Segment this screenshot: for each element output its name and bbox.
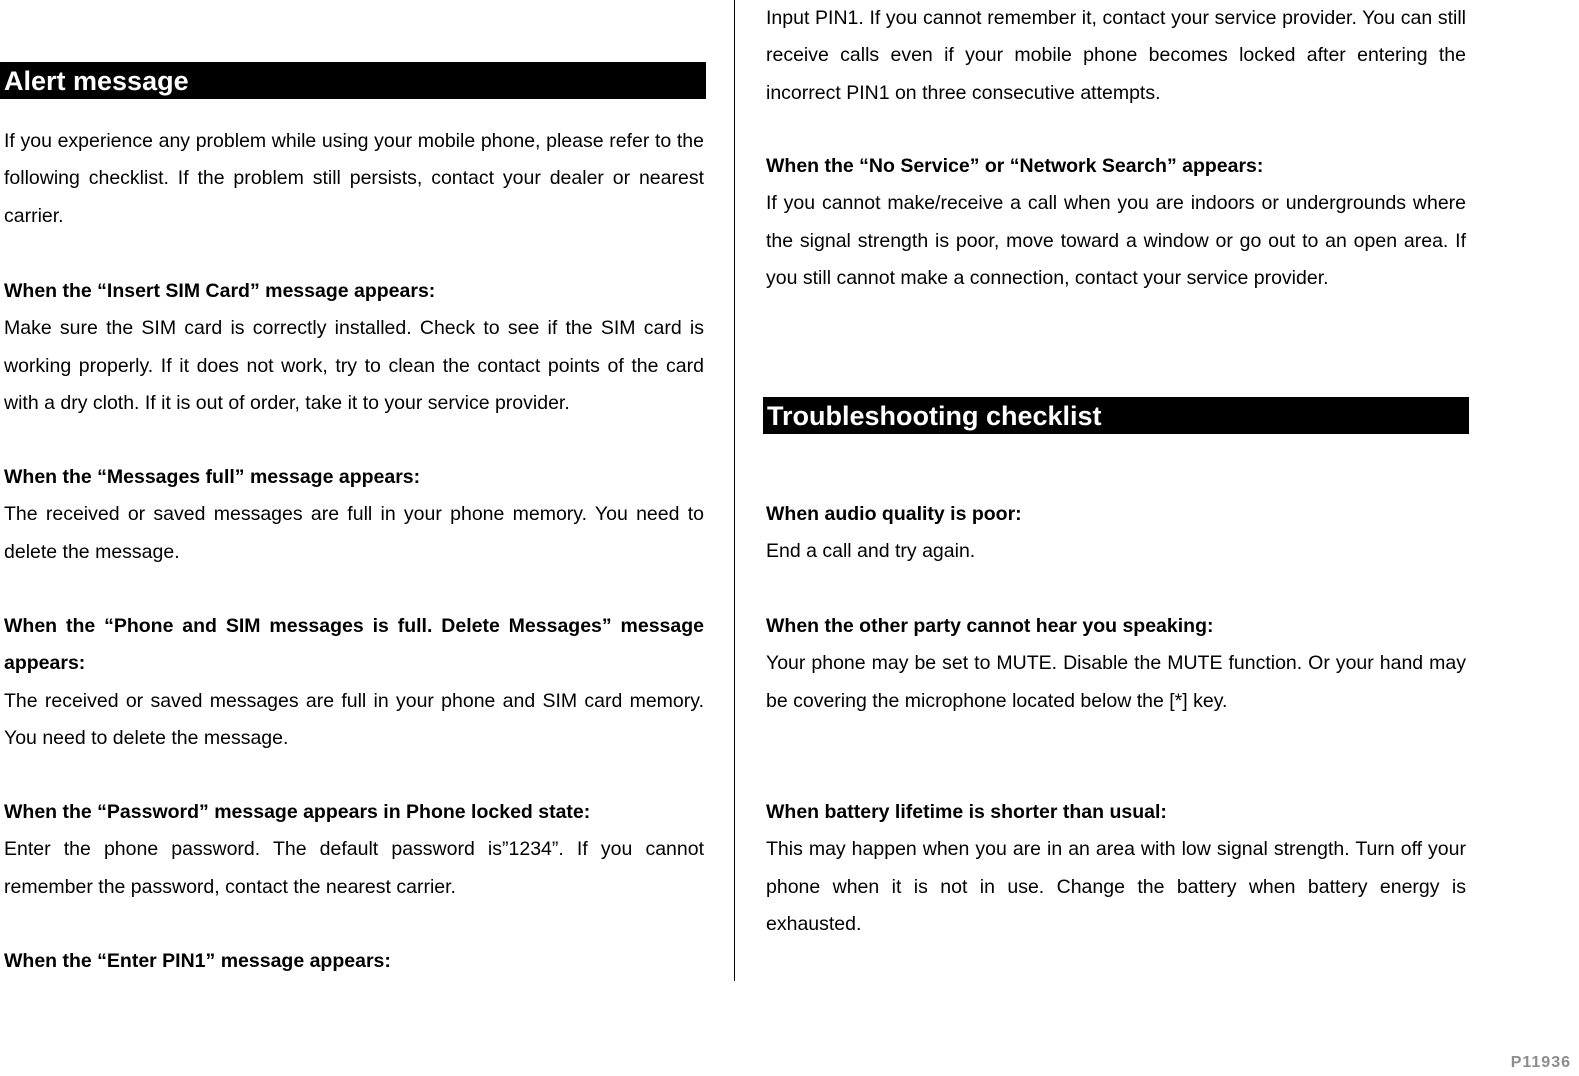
alert-item-body: If you cannot make/receive a call when you are indoors or undergrounds where the signal strength is poor, move toward a window or go out to an open area. If you still cannot make a connection, contact your service provider. bbox=[766, 192, 1466, 289]
alert-item-enter-pin1-heading bbox=[4, 943, 704, 980]
alert-item-heading: When the “No Service” or “Network Search” appears: bbox=[766, 155, 1264, 177]
alert-item-body: Make sure the SIM card is correctly installed. Check to see if the SIM card is working properly. If it does not work, try to clean the contact points of the card with a dry cloth. If it is out of order, take it to your service provider. bbox=[4, 317, 704, 414]
alert-item-body: The received or saved messages are full in your phone memory. You need to delete the message. bbox=[4, 503, 704, 563]
alert-item-body: Input PIN1. If you cannot remember it, contact your service provider. You can still receive calls even if your mobile phone becomes locked after entering the incorrect PIN1 on three consecutive attempts. bbox=[766, 7, 1466, 104]
trouble-item-heading: When the other party cannot hear you speaking: bbox=[766, 615, 1214, 637]
alert-item-no-service bbox=[766, 148, 1466, 297]
trouble-item-body: Your phone may be set to MUTE. Disable the MUTE function. Or your hand may be covering the microphone located below the [*] key. bbox=[766, 652, 1466, 712]
alert-item-heading: When the “Phone and SIM messages is full. Delete Messages” message appears: bbox=[4, 615, 704, 675]
alert-item-password bbox=[4, 794, 704, 906]
alert-item-enter-pin1-body bbox=[766, 0, 1466, 112]
alert-item-phone-sim-full bbox=[4, 608, 704, 757]
alert-message-title: Alert message bbox=[0, 62, 706, 99]
alert-item-heading: When the “Messages full” message appears: bbox=[4, 466, 421, 488]
alert-item-body: Enter the phone password. The default password is”1234”. If you cannot remember the password, contact the nearest carrier. bbox=[4, 838, 704, 898]
alert-item-body: The received or saved messages are full in your phone and SIM card memory. You need to delete the message. bbox=[4, 689, 704, 749]
trouble-item-audio bbox=[766, 496, 1466, 571]
troubleshooting-title: Troubleshooting checklist bbox=[763, 397, 1469, 434]
alert-item-messages-full bbox=[4, 459, 704, 571]
alert-item-heading: When the “Enter PIN1” message appears: bbox=[4, 950, 391, 972]
page-code: P11936 bbox=[1510, 1054, 1571, 1071]
column-divider bbox=[734, 0, 735, 981]
trouble-item-heading: When battery lifetime is shorter than usual: bbox=[766, 801, 1167, 823]
trouble-item-body: This may happen when you are in an area with low signal strength. Turn off your phone when it is not in use. Change the battery when battery energy is exhausted. bbox=[766, 838, 1466, 935]
alert-item-insert-sim bbox=[4, 273, 704, 422]
alert-item-heading: When the “Insert SIM Card” message appears: bbox=[4, 280, 436, 302]
alert-item-heading: When the “Password” message appears in Phone locked state: bbox=[4, 801, 591, 823]
trouble-item-body: End a call and try again. bbox=[766, 540, 976, 563]
trouble-item-battery bbox=[766, 794, 1466, 943]
trouble-item-cannot-hear bbox=[766, 608, 1466, 720]
alert-intro bbox=[4, 123, 704, 235]
trouble-item-heading: When audio quality is poor: bbox=[766, 503, 1022, 525]
alert-intro-text: If you experience any problem while using your mobile phone, please refer to the following checklist. If the problem still persists, contact your dealer or nearest carrier. bbox=[4, 130, 704, 227]
